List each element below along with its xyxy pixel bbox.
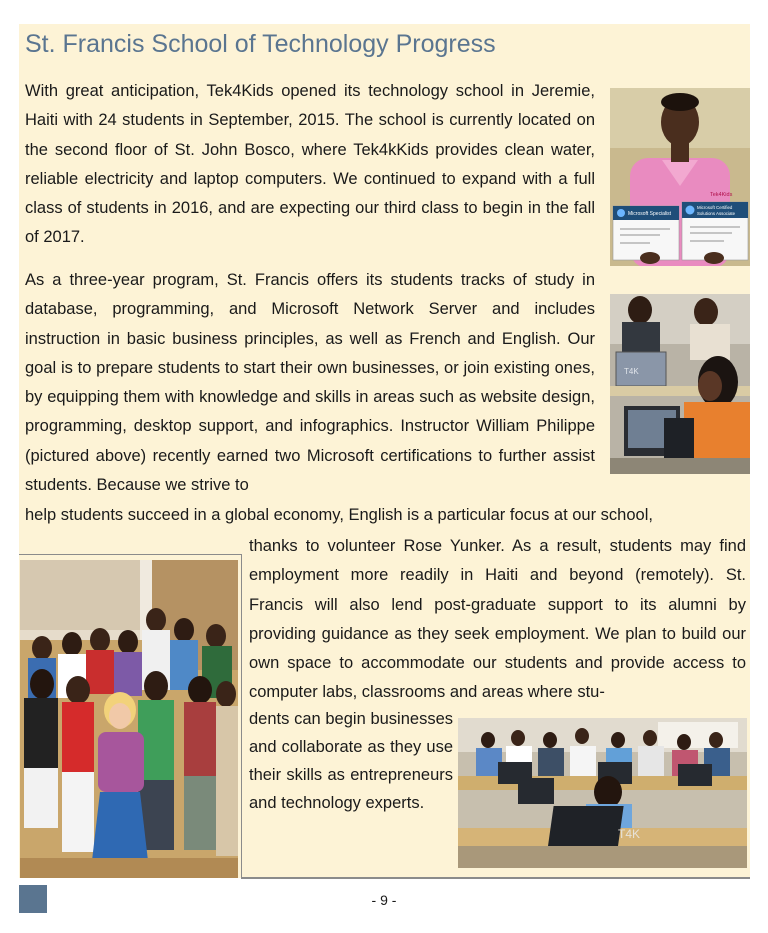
paragraph-program-part1: As a three-year program, St. Francis offers its students tracks of study in database, programming, and Microsoft Network Server and includes instruction in basic business principles, as well as French and English. Our goal is to prepare students to start their own businesses, or join existing ones, by equipping them with knowledge and skills in areas such as website design, programming, desktop support, and infographics. Instructor William Philippe (pictured above) recently earned two Microsoft certifications to further assist students. Because we strive to [25, 271, 595, 495]
page-title: St. Francis School of Technology Progress [25, 30, 496, 58]
shirt-logo-text: Tek4Kids [710, 192, 733, 198]
classroom-photo [458, 718, 747, 868]
cert-left-title: Microsoft Specialist [628, 211, 672, 217]
photo-frame-right [241, 554, 242, 878]
laptop-logo-text: T4K [624, 367, 639, 376]
group-students-photo [20, 560, 238, 878]
students-laptops-photo [610, 294, 750, 474]
paragraph-program-part4: dents can begin businesses and collaborate as they use their skills as entrepreneurs and technology experts. [249, 710, 453, 812]
cert-right-line1: Microsoft Certified [697, 205, 733, 210]
certificate-left [613, 206, 679, 260]
instructor-photo [610, 88, 750, 266]
paragraph-intro: With great anticipation, Tek4Kids opened its technology school in Jeremie, Haiti with 24 students in September, 2015. The school is currently located on the second floor of St. John Bosco, where Tek4kKids provides clean water, reliable electricity and laptop computers. We continued to expand with a full class of students in 2016, and are expecting our third class to begin in the fall of 2017. [25, 82, 595, 247]
page-number: - 9 - [371, 892, 397, 908]
certificate-right [682, 202, 748, 260]
classroom-laptop-logo: T4K [618, 827, 641, 841]
paragraph-program-part2: help students succeed in a global economy, English is a particular focus at our school, [25, 506, 653, 524]
photo-frame-top [19, 554, 242, 555]
bottom-rule [241, 877, 750, 879]
cert-right-line2: Solutions Associate [697, 211, 736, 216]
paragraph-program-part3: thanks to volunteer Rose Yunker. As a result, students may find employment more readily in Haiti and beyond (remotely). St. Francis will also lend post-graduate support to its alumni by providing guidance as they seek employment. We plan to build our own space to accommodate our students and provide access to computer labs, classrooms and areas where stu- [249, 537, 746, 702]
